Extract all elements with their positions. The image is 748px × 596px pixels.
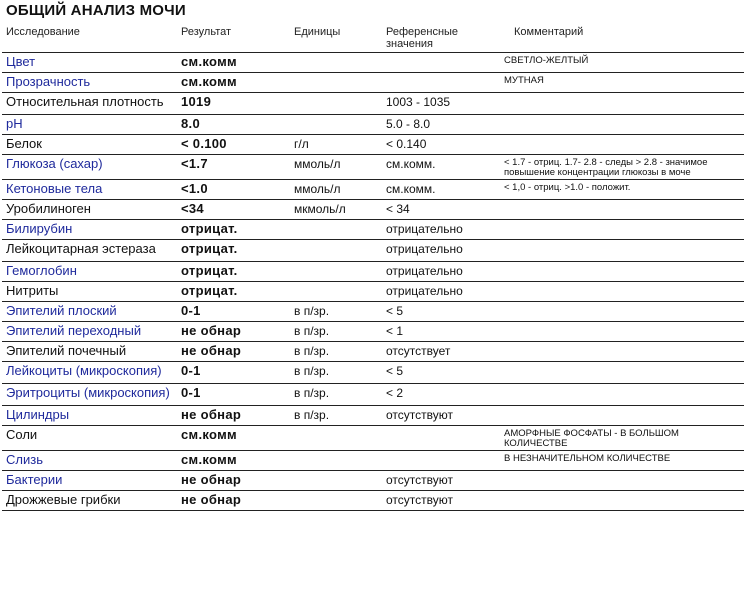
reference-value: отсутствуют	[382, 491, 500, 511]
result-value: отрицат.	[177, 220, 290, 240]
comment-text	[500, 406, 744, 426]
reference-value: см.комм.	[382, 155, 500, 180]
results-table	[2, 22, 744, 511]
units-value	[290, 93, 382, 115]
comment-text	[500, 93, 744, 115]
reference-value: отрицательно	[382, 282, 500, 302]
header-units: Единицы	[290, 22, 382, 53]
reference-value: отрицательно	[382, 220, 500, 240]
test-name: Нитриты	[2, 282, 177, 302]
reference-value: < 1	[382, 322, 500, 342]
test-name: Эпителий плоский	[2, 302, 177, 322]
reference-value: 1003 - 1035	[382, 93, 500, 115]
comment-text	[500, 115, 744, 135]
units-value: в п/зр.	[290, 342, 382, 362]
units-value	[290, 73, 382, 93]
units-value: ммоль/л	[290, 180, 382, 200]
table-row	[2, 240, 744, 262]
result-value: см.комм	[177, 53, 290, 73]
test-name: Гемоглобин	[2, 262, 177, 282]
table-row	[2, 53, 744, 73]
comment-text	[500, 322, 744, 342]
reference-value: отсутствует	[382, 342, 500, 362]
test-name: Слизь	[2, 451, 177, 471]
comment-text	[500, 362, 744, 384]
units-value: в п/зр.	[290, 322, 382, 342]
comment-text	[500, 200, 744, 220]
result-value: 0-1	[177, 384, 290, 406]
test-name: Бактерии	[2, 471, 177, 491]
table-row	[2, 322, 744, 342]
table-row	[2, 180, 744, 200]
result-value: 1019	[177, 93, 290, 115]
reference-value	[382, 451, 500, 471]
test-name: Уробилиноген	[2, 200, 177, 220]
result-value: <34	[177, 200, 290, 220]
reference-value: < 2	[382, 384, 500, 406]
reference-value: < 34	[382, 200, 500, 220]
table-row	[2, 115, 744, 135]
units-value: в п/зр.	[290, 302, 382, 322]
comment-text	[500, 342, 744, 362]
test-name: Дрожжевые грибки	[2, 491, 177, 511]
result-value: 8.0	[177, 115, 290, 135]
units-value	[290, 53, 382, 73]
units-value: ммоль/л	[290, 155, 382, 180]
reference-value: см.комм.	[382, 180, 500, 200]
table-row	[2, 406, 744, 426]
test-name: Относительная плотность	[2, 93, 177, 115]
comment-text	[500, 240, 744, 262]
table-header-row	[2, 22, 744, 53]
table-row	[2, 200, 744, 220]
units-value: в п/зр.	[290, 406, 382, 426]
header-result: Результат	[177, 22, 290, 53]
comment-text: < 1.7 - отриц. 1.7- 2.8 - следы > 2.8 - значимое повышение концентрации глюкозы в моче	[500, 155, 744, 180]
reference-value: отрицательно	[382, 262, 500, 282]
test-name: Соли	[2, 426, 177, 451]
test-name: Билирубин	[2, 220, 177, 240]
test-name: pH	[2, 115, 177, 135]
test-name: Лейкоциты (микроскопия)	[2, 362, 177, 384]
units-value	[290, 220, 382, 240]
units-value: в п/зр.	[290, 384, 382, 406]
comment-text	[500, 282, 744, 302]
units-value	[290, 240, 382, 262]
comment-text	[500, 384, 744, 406]
result-value: 0-1	[177, 302, 290, 322]
comment-text	[500, 302, 744, 322]
test-name: Прозрачность	[2, 73, 177, 93]
units-value	[290, 426, 382, 451]
test-name: Кетоновые тела	[2, 180, 177, 200]
result-value: см.комм	[177, 451, 290, 471]
table-row	[2, 362, 744, 384]
reference-value: < 0.140	[382, 135, 500, 155]
comment-text: В НЕЗНАЧИТЕЛЬНОМ КОЛИЧЕСТВЕ	[500, 451, 744, 471]
result-value: см.комм	[177, 426, 290, 451]
result-value: отрицат.	[177, 282, 290, 302]
comment-text	[500, 262, 744, 282]
result-value: не обнар	[177, 322, 290, 342]
reference-value	[382, 53, 500, 73]
comment-text	[500, 491, 744, 511]
comment-text	[500, 220, 744, 240]
result-value: < 0.100	[177, 135, 290, 155]
table-row	[2, 384, 744, 406]
comment-text	[500, 135, 744, 155]
units-value: мкмоль/л	[290, 200, 382, 220]
reference-value: < 5	[382, 362, 500, 384]
table-row	[2, 135, 744, 155]
table-row	[2, 282, 744, 302]
result-value: не обнар	[177, 471, 290, 491]
units-value	[290, 491, 382, 511]
comment-text: МУТНАЯ	[500, 73, 744, 93]
reference-value: отсутствуют	[382, 471, 500, 491]
test-name: Эпителий переходный	[2, 322, 177, 342]
result-value: <1.0	[177, 180, 290, 200]
test-name: Белок	[2, 135, 177, 155]
units-value: г/л	[290, 135, 382, 155]
table-row	[2, 302, 744, 322]
comment-text: < 1,0 - отриц. >1.0 - положит.	[500, 180, 744, 200]
table-row	[2, 451, 744, 471]
table-row	[2, 426, 744, 451]
reference-value: 5.0 - 8.0	[382, 115, 500, 135]
test-name: Цилиндры	[2, 406, 177, 426]
test-name: Эритроциты (микроскопия)	[2, 384, 177, 406]
table-row	[2, 262, 744, 282]
table-row	[2, 342, 744, 362]
reference-value: отрицательно	[382, 240, 500, 262]
test-name: Эпителий почечный	[2, 342, 177, 362]
comment-text	[500, 471, 744, 491]
table-row	[2, 155, 744, 180]
reference-value	[382, 426, 500, 451]
reference-value: < 5	[382, 302, 500, 322]
result-value: см.комм	[177, 73, 290, 93]
result-value: 0-1	[177, 362, 290, 384]
table-row	[2, 491, 744, 511]
comment-text: АМОРФНЫЕ ФОСФАТЫ - В БОЛЬШОМ КОЛИЧЕСТВЕ	[500, 426, 744, 451]
units-value	[290, 282, 382, 302]
units-value	[290, 471, 382, 491]
test-name: Лейкоцитарная эстераза	[2, 240, 177, 262]
header-reference: Референсные значения	[382, 22, 500, 53]
table-row	[2, 93, 744, 115]
result-value: не обнар	[177, 491, 290, 511]
test-name: Цвет	[2, 53, 177, 73]
header-comment: Комментарий	[500, 22, 744, 53]
result-value: не обнар	[177, 406, 290, 426]
result-value: <1.7	[177, 155, 290, 180]
result-value: отрицат.	[177, 240, 290, 262]
units-value	[290, 262, 382, 282]
units-value	[290, 115, 382, 135]
comment-text: СВЕТЛО-ЖЕЛТЫЙ	[500, 53, 744, 73]
test-name: Глюкоза (сахар)	[2, 155, 177, 180]
table-row	[2, 73, 744, 93]
report-title: ОБЩИЙ АНАЛИЗ МОЧИ	[6, 2, 186, 19]
result-value: не обнар	[177, 342, 290, 362]
table-row	[2, 471, 744, 491]
result-value: отрицат.	[177, 262, 290, 282]
reference-value	[382, 73, 500, 93]
header-test: Исследование	[2, 22, 177, 53]
table-row	[2, 220, 744, 240]
units-value: в п/зр.	[290, 362, 382, 384]
units-value	[290, 451, 382, 471]
reference-value: отсутствуют	[382, 406, 500, 426]
